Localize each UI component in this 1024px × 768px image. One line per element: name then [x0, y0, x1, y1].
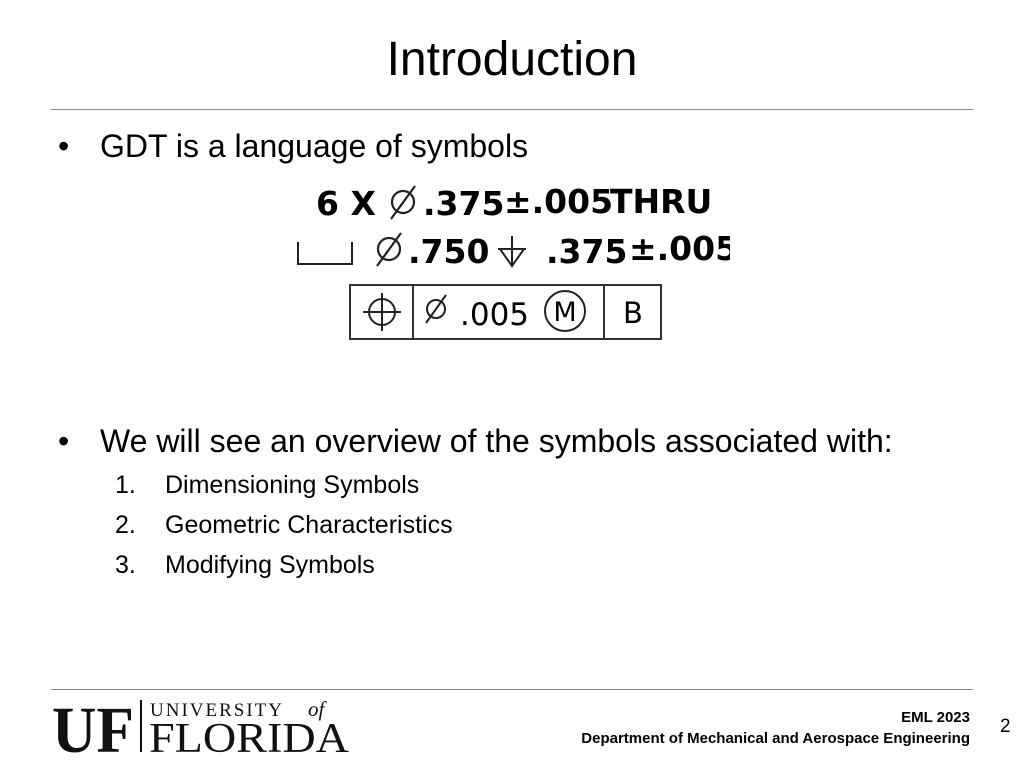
logo-florida: FLORIDA	[149, 716, 350, 756]
list-text: Geometric Characteristics	[165, 511, 453, 539]
university-of-florida-logo	[52, 694, 352, 756]
slide-title: Introduction	[386, 33, 638, 86]
hole-tolerance: ±.005	[504, 182, 614, 221]
list-item	[115, 508, 453, 548]
footer-divider	[51, 689, 973, 690]
bullet-text: We will see an overview of the symbols associated with:	[100, 423, 893, 459]
hole-diameter: .375	[423, 184, 505, 223]
list-number: 1.	[115, 471, 136, 499]
logo-uf: UF	[52, 694, 134, 756]
diameter-icon	[426, 295, 446, 323]
position-icon	[363, 293, 401, 331]
bullet-marker: •	[58, 128, 70, 164]
bullet-item	[58, 422, 893, 460]
list-text: Dimensioning Symbols	[165, 471, 420, 499]
depth-value: .375	[546, 232, 628, 271]
count-label: 6 X	[316, 184, 376, 223]
title-divider	[51, 109, 973, 110]
list-number: 2.	[115, 511, 136, 539]
course-code: EML 2023	[901, 709, 970, 726]
bullet-text: GDT is a language of symbols	[100, 128, 529, 164]
gdt-callout-figure	[290, 180, 730, 348]
list-number: 3.	[115, 551, 136, 579]
logo-of: of	[308, 697, 325, 721]
list-item	[115, 468, 453, 508]
logo-university: UNIVERSITY	[150, 700, 284, 721]
counterbore-diameter: .750	[408, 232, 490, 271]
list-item	[115, 548, 453, 588]
numbered-list	[115, 468, 453, 588]
bullet-item	[58, 127, 528, 165]
page-number: 2	[1000, 716, 1011, 737]
counterbore-icon	[298, 242, 352, 264]
course-info	[581, 707, 970, 749]
diameter-icon	[391, 186, 415, 219]
depth-icon	[498, 236, 526, 266]
department-name: Department of Mechanical and Aerospace Engineering	[581, 730, 970, 747]
list-text: Modifying Symbols	[165, 551, 375, 579]
thru-label: THRU	[610, 182, 713, 221]
bullet-marker: •	[58, 423, 70, 459]
depth-tolerance: ±.005	[629, 229, 730, 268]
position-tolerance: .005	[460, 297, 530, 333]
mmc-modifier: M	[553, 297, 577, 328]
diameter-icon	[377, 233, 401, 266]
datum-reference: B	[623, 296, 643, 330]
